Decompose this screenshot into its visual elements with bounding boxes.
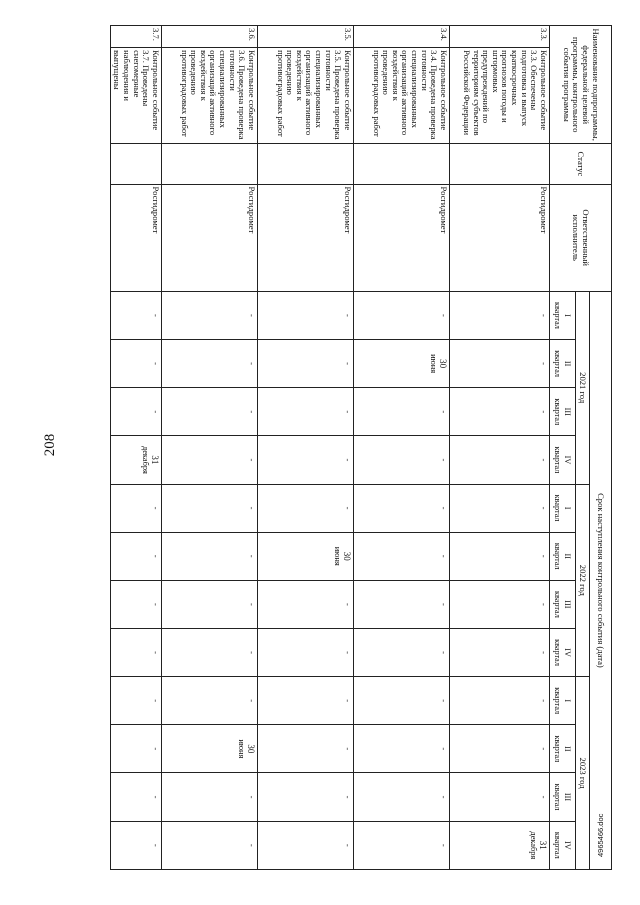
quarter-number: I	[562, 314, 572, 317]
empty-dash: -	[343, 651, 353, 654]
empty-dash: -	[439, 410, 449, 414]
empty-dash: -	[343, 699, 353, 703]
deadline-cell	[258, 580, 354, 628]
empty-dash: -	[539, 747, 549, 751]
deadline-cell	[162, 725, 258, 773]
empty-dash: -	[247, 458, 257, 462]
deadline-cell	[162, 484, 258, 532]
row-status	[450, 144, 550, 184]
empty-dash: -	[439, 458, 449, 462]
deadline-cell	[450, 436, 550, 484]
empty-dash: -	[343, 506, 353, 510]
empty-dash: -	[439, 651, 449, 654]
quarter-label: квартал	[553, 542, 563, 570]
quarter-label: квартал	[553, 831, 563, 859]
quarter-number: III	[562, 407, 572, 416]
empty-dash: -	[539, 554, 549, 558]
header-quarter	[550, 725, 576, 773]
deadline-cell	[450, 677, 550, 725]
table-row	[450, 26, 550, 870]
deadline-cell	[450, 580, 550, 628]
header-deadline-group: Срок наступления контрольного события (дата)	[590, 291, 612, 869]
deadline-month: июня	[428, 354, 438, 374]
table-row	[354, 26, 450, 870]
deadline-cell	[110, 436, 161, 484]
header-name: Наименование подпрограммы, федеральной целевой программы, контрольного события программы	[550, 26, 612, 144]
deadline-day: 30	[342, 551, 352, 561]
row-event-name: Контрольное событие 3.6. Проведена проверка готовности специализированных организаций активного воздействия к проведению противоградовых работ	[162, 48, 258, 144]
empty-dash: -	[439, 843, 449, 847]
quarter-number: III	[562, 792, 572, 802]
row-number: 3.5.	[258, 26, 354, 48]
empty-dash: -	[343, 843, 353, 847]
quarter-number: I	[562, 506, 572, 510]
empty-dash: -	[247, 602, 257, 606]
deadline-month: июня	[236, 739, 246, 759]
quarter-number: IV	[562, 648, 572, 657]
empty-dash: -	[151, 795, 161, 799]
deadline-cell	[258, 388, 354, 436]
header-quarter	[550, 388, 576, 436]
empty-dash: -	[247, 651, 257, 654]
header-quarter	[550, 628, 576, 676]
deadline-cell	[110, 484, 161, 532]
row-responsible: Росгидромет	[258, 184, 354, 291]
deadline-cell	[354, 340, 450, 388]
table-body	[110, 26, 549, 870]
deadline-cell	[450, 628, 550, 676]
deadline-cell	[258, 436, 354, 484]
deadline-month: декабря	[528, 831, 538, 860]
empty-dash: -	[539, 458, 549, 462]
row-number: 3.3.	[450, 26, 550, 48]
deadline-month: июня	[332, 546, 342, 566]
deadline-cell	[258, 677, 354, 725]
deadline-cell	[258, 291, 354, 339]
page-number: 208	[42, 433, 58, 457]
empty-dash: -	[247, 314, 257, 317]
deadline-cell	[258, 532, 354, 580]
row-event-name: Контрольное событие 3.7. Проведены снегомерные наблюдения и выпущены	[110, 48, 161, 144]
quarter-number: IV	[562, 840, 572, 850]
deadline-cell	[110, 677, 161, 725]
quarter-number: II	[562, 360, 572, 367]
table-row	[258, 26, 354, 870]
deadline-cell	[354, 388, 450, 436]
empty-dash: -	[539, 410, 549, 414]
row-responsible: Росгидромет	[354, 184, 450, 291]
footer-filename: 4965466.doc	[596, 813, 605, 857]
deadline-cell	[354, 628, 450, 676]
row-number: 3.7.	[110, 26, 161, 48]
deadline-cell	[450, 532, 550, 580]
row-event-name: Контрольное событие 3.3. Обеспечены подготовка и выпуск краткосрочных прогнозов погоды и штормовых предупреждений по территориям субъектов Российской Федерации	[450, 48, 550, 144]
empty-dash: -	[439, 795, 449, 799]
deadline-cell	[162, 388, 258, 436]
deadline-cell	[162, 580, 258, 628]
empty-dash: -	[343, 362, 353, 366]
quarter-label: квартал	[553, 783, 563, 811]
header-quarter	[550, 773, 576, 821]
empty-dash: -	[247, 699, 257, 703]
row-status	[110, 144, 161, 184]
empty-dash: -	[247, 795, 257, 799]
deadline-cell	[258, 773, 354, 821]
header-year-2021: 2021 год	[576, 291, 590, 484]
deadline-cell	[354, 773, 450, 821]
deadline-cell	[110, 725, 161, 773]
deadline-cell	[354, 725, 450, 773]
table-row	[162, 26, 258, 870]
empty-dash: -	[151, 699, 161, 703]
header-status: Статус	[550, 144, 612, 184]
empty-dash: -	[151, 506, 161, 510]
deadline-cell	[258, 821, 354, 869]
quarter-label: квартал	[553, 398, 563, 426]
empty-dash: -	[343, 795, 353, 799]
empty-dash: -	[539, 506, 549, 510]
row-status	[354, 144, 450, 184]
empty-dash: -	[247, 843, 257, 847]
deadline-cell	[162, 436, 258, 484]
row-responsible: Росгидромет	[162, 184, 258, 291]
deadline-cell	[110, 821, 161, 869]
empty-dash: -	[151, 602, 161, 606]
row-number: 3.6.	[162, 26, 258, 48]
header-quarter	[550, 340, 576, 388]
deadline-day: 31	[150, 455, 160, 465]
empty-dash: -	[151, 747, 161, 751]
empty-dash: -	[247, 506, 257, 510]
deadline-cell	[110, 291, 161, 339]
deadline-cell	[162, 628, 258, 676]
row-status	[258, 144, 354, 184]
empty-dash: -	[539, 699, 549, 703]
quarter-label: квартал	[553, 639, 563, 666]
empty-dash: -	[151, 554, 161, 558]
empty-dash: -	[439, 506, 449, 510]
deadline-cell	[258, 484, 354, 532]
deadline-cell	[110, 773, 161, 821]
control-events-table	[110, 25, 612, 870]
row-responsible: Росгидромет	[450, 184, 550, 291]
header-quarter	[550, 677, 576, 725]
quarter-label: квартал	[553, 350, 563, 378]
table-header	[550, 26, 612, 870]
header-quarter	[550, 291, 576, 339]
header-year-2023: 2023 год	[576, 677, 590, 870]
empty-dash: -	[151, 410, 161, 414]
empty-dash: -	[539, 651, 549, 654]
empty-dash: -	[539, 362, 549, 366]
quarter-label: квартал	[553, 446, 563, 474]
empty-dash: -	[439, 554, 449, 558]
quarter-label: квартал	[553, 302, 563, 329]
header-quarter	[550, 436, 576, 484]
quarter-number: II	[562, 746, 572, 752]
quarter-number: I	[562, 699, 572, 703]
empty-dash: -	[343, 314, 353, 317]
table-row	[110, 26, 161, 870]
deadline-cell	[450, 340, 550, 388]
empty-dash: -	[151, 362, 161, 366]
deadline-cell	[354, 532, 450, 580]
empty-dash: -	[439, 602, 449, 606]
deadline-cell	[450, 821, 550, 869]
empty-dash: -	[539, 602, 549, 606]
empty-dash: -	[343, 602, 353, 606]
header-quarter	[550, 821, 576, 869]
quarter-number: III	[562, 600, 572, 609]
deadline-day: 30	[246, 744, 256, 754]
header-quarter	[550, 484, 576, 532]
deadline-cell	[450, 291, 550, 339]
deadline-cell	[110, 580, 161, 628]
quarter-label: квартал	[553, 494, 563, 522]
quarter-label: квартал	[553, 590, 563, 618]
deadline-cell	[450, 773, 550, 821]
empty-dash: -	[439, 699, 449, 703]
deadline-cell	[162, 532, 258, 580]
empty-dash: -	[247, 362, 257, 366]
deadline-cell	[354, 291, 450, 339]
header-quarter	[550, 580, 576, 628]
empty-dash: -	[343, 410, 353, 414]
row-event-name: Контрольное событие 3.5. Проведена проверка готовности специализированных организаций активного воздействия к проведению противоградовых работ	[258, 48, 354, 144]
control-events-table-container	[112, 25, 612, 870]
deadline-day: 30	[438, 359, 448, 369]
deadline-day: 31	[538, 840, 548, 850]
deadline-cell	[258, 725, 354, 773]
deadline-cell	[162, 773, 258, 821]
header-year-2022: 2022 год	[576, 484, 590, 677]
quarter-number: II	[562, 553, 572, 559]
row-number: 3.4.	[354, 26, 450, 48]
row-responsible: Росгидромет	[110, 184, 161, 291]
deadline-cell	[354, 436, 450, 484]
quarter-label: квартал	[553, 735, 563, 763]
empty-dash: -	[343, 458, 353, 462]
empty-dash: -	[439, 747, 449, 751]
deadline-cell	[110, 532, 161, 580]
empty-dash: -	[539, 314, 549, 317]
deadline-cell	[110, 628, 161, 676]
header-quarter	[550, 532, 576, 580]
quarter-label: квартал	[553, 687, 563, 715]
deadline-cell	[450, 725, 550, 773]
quarter-number: IV	[562, 455, 572, 465]
deadline-cell	[354, 677, 450, 725]
empty-dash: -	[539, 795, 549, 799]
deadline-cell	[162, 340, 258, 388]
deadline-cell	[110, 388, 161, 436]
deadline-month: декабря	[140, 445, 150, 474]
deadline-cell	[450, 388, 550, 436]
empty-dash: -	[247, 410, 257, 414]
deadline-cell	[162, 291, 258, 339]
empty-dash: -	[151, 843, 161, 847]
deadline-cell	[162, 821, 258, 869]
deadline-cell	[354, 580, 450, 628]
empty-dash: -	[247, 554, 257, 558]
row-status	[162, 144, 258, 184]
header-responsible: Ответственный исполнитель	[550, 184, 612, 291]
deadline-cell	[354, 484, 450, 532]
empty-dash: -	[151, 314, 161, 317]
deadline-cell	[450, 484, 550, 532]
empty-dash: -	[439, 314, 449, 317]
deadline-cell	[258, 628, 354, 676]
deadline-cell	[354, 821, 450, 869]
row-event-name: Контрольное событие 3.4. Проведена проверка готовности специализированных организаций активного воздействия к проведению противоградовых работ	[354, 48, 450, 144]
deadline-cell	[162, 677, 258, 725]
deadline-cell	[258, 340, 354, 388]
empty-dash: -	[151, 651, 161, 654]
empty-dash: -	[343, 747, 353, 751]
deadline-cell	[110, 340, 161, 388]
